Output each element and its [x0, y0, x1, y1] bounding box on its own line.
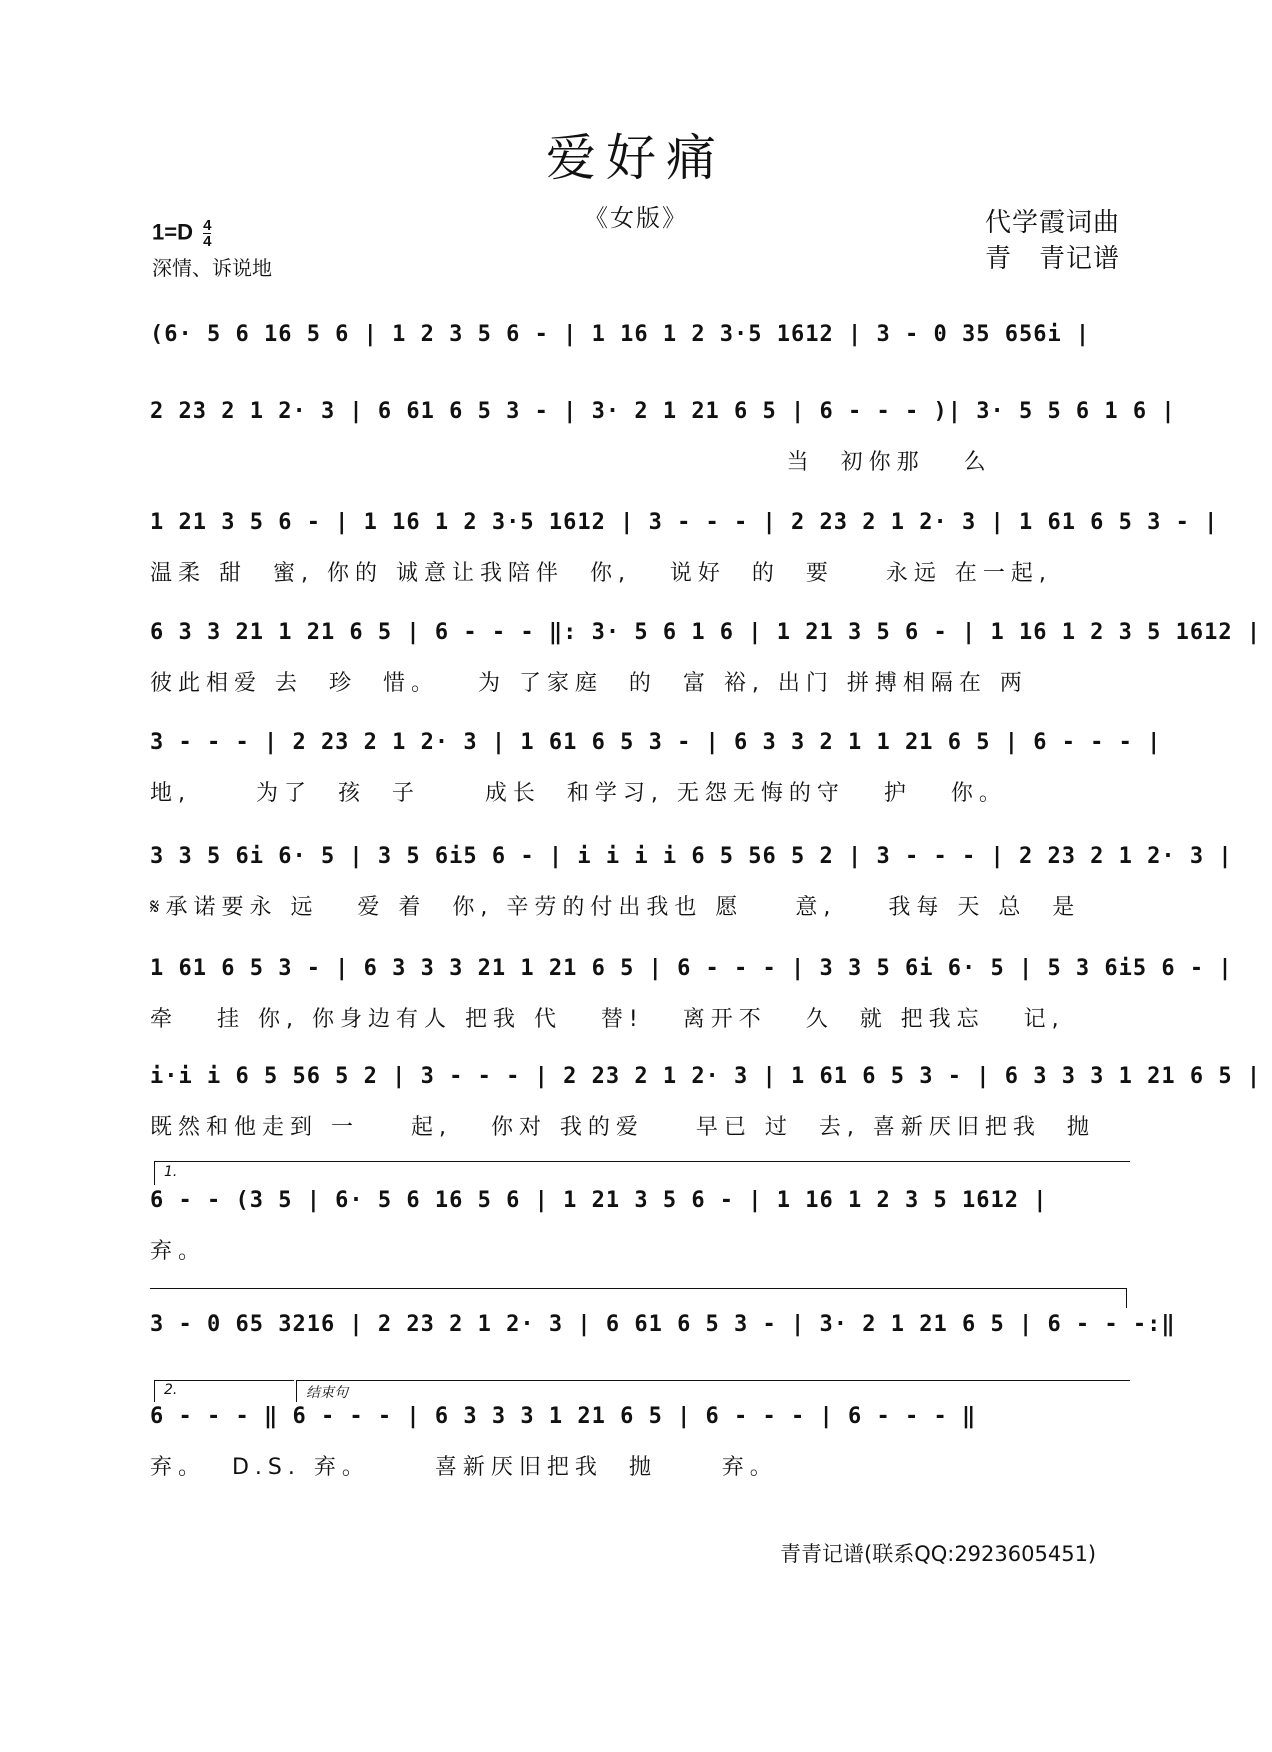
staff-rule — [150, 1288, 1126, 1289]
volta-second-bracket — [154, 1380, 294, 1381]
notes-line: 6 - - (3 5 | 6· 5 6 16 5 6 | 1 21 3 5 6 - | 1 16 1 2 3 5 1612 | — [150, 1188, 1048, 1213]
notes-line: 1 21 3 5 6 - | 1 16 1 2 3·5 1612 | 3 - - - | 2 23 2 1 2· 3 | 1 61 6 5 3 - | — [150, 510, 1219, 535]
coda-tick — [296, 1380, 297, 1402]
key-label: 1=D — [152, 219, 193, 245]
time-bottom: 4 — [203, 233, 212, 250]
notes-line: 6 3 3 21 1 21 6 5 | 6 - - - ‖: 3· 5 6 1 6 | 1 21 3 5 6 - | 1 16 1 2 3 5 1612 | — [150, 620, 1262, 645]
score-system-2 — [150, 399, 1176, 489]
coda-bracket — [296, 1380, 1130, 1381]
score-system-11 — [150, 1382, 1130, 1494]
score-system-9 — [150, 1164, 1130, 1278]
notes-line: 2 23 2 1 2· 3 | 6 61 6 5 3 - | 3· 2 1 21 6 5 | 6 - - - )| 3· 5 5 6 1 6 | — [150, 399, 1176, 424]
notes-line: 3 - 0 65 3216 | 2 23 2 1 2· 3 | 6 61 6 5 3 - | 3· 2 1 21 6 5 | 6 - - -:‖ — [150, 1312, 1176, 1337]
footer-credit: 青青记谱(联系QQ:2923605451) — [780, 1542, 1097, 1566]
lyrics-line: 弃。 D.S. 弃。 喜新厌旧把我 抛 弃。 — [150, 1455, 778, 1480]
notes-line: 3 3 5 6i 6· 5 | 3 5 6i5 6 - | i i i i 6 5 56 5 2 | 3 - - - | 2 23 2 1 2· 3 | — [150, 844, 1233, 869]
notes-line: i·i i 6 5 56 5 2 | 3 - - - | 2 23 2 1 2· 3 | 1 61 6 5 3 - | 6 3 3 3 1 21 6 5 | — [150, 1064, 1262, 1089]
score-system-10 — [150, 1312, 1176, 1402]
credit-lyricist: 代学霞词曲 — [985, 208, 1121, 238]
lyrics-line: 𝄋承诺要永 远 爱 着 你, 辛劳的付出我也 愿 意, 我每 天 总 是 — [150, 895, 1081, 920]
song-subtitle: 《女版》 — [584, 204, 688, 232]
credit-transcriber: 青 青记谱 — [985, 244, 1121, 274]
score-system-5 — [150, 730, 1162, 820]
song-title: 爱好痛 — [546, 129, 726, 187]
score-system-6 — [150, 844, 1233, 934]
lyrics-line: 温柔 甜 蜜, 你的 诚意让我陪伴 你, 说好 的 要 永远 在一起, — [150, 561, 1052, 586]
volta-bracket — [154, 1161, 1130, 1162]
coda-label: 结束句 — [306, 1385, 348, 1401]
score-system-3 — [150, 510, 1219, 600]
time-top: 4 — [203, 217, 212, 234]
notes-line: (6· 5 6 16 5 6 | 1 2 3 5 6 - | 1 16 1 2 3·5 1612 | 3 - 0 35 656i | — [150, 322, 1091, 347]
volta-second-label: 2. — [164, 1382, 178, 1398]
lyrics-line: 当 初你那 么 — [150, 450, 992, 475]
lyrics-line: 彼此相爱 去 珍 惜。 为 了家庭 的 富 裕, 出门 拼搏相隔在 两 — [150, 671, 1028, 696]
notes-line: 3 - - - | 2 23 2 1 2· 3 | 1 61 6 5 3 - | 6 3 3 2 1 1 21 6 5 | 6 - - - | — [150, 730, 1162, 755]
notes-line: 1 61 6 5 3 - | 6 3 3 3 21 1 21 6 5 | 6 - - - | 3 3 5 6i 6· 5 | 5 3 6i5 6 - | — [150, 956, 1233, 981]
notes-line: 6 - - - ‖ 6 - - - | 6 3 3 3 1 21 6 5 | 6 - - - | 6 - - - ‖ — [150, 1404, 977, 1429]
lyrics-line: 牵 挂 你, 你身边有人 把我 代 替! 离开不 久 就 把我忘 记, — [150, 1007, 1065, 1032]
lyrics-line: 地, 为了 孩 子 成长 和学习, 无怨无悔的守 护 你。 — [150, 781, 1007, 806]
volta-first-label: 1. — [164, 1164, 178, 1180]
score-system-8 — [150, 1064, 1262, 1154]
lyrics-line: 弃。 — [150, 1239, 207, 1264]
lyrics-line: 既然和他走到 一 起, 你对 我的爱 早已 过 去, 喜新厌旧把我 抛 — [150, 1115, 1095, 1140]
volta-second-tick — [154, 1380, 155, 1402]
score-system-7 — [150, 956, 1233, 1046]
time-signature — [203, 218, 211, 249]
key-signature — [152, 218, 211, 249]
tempo-marking: 深情、诉说地 — [152, 256, 272, 280]
rule-tick — [1126, 1288, 1127, 1308]
volta-tick — [154, 1161, 155, 1185]
score-system-4 — [150, 620, 1262, 710]
